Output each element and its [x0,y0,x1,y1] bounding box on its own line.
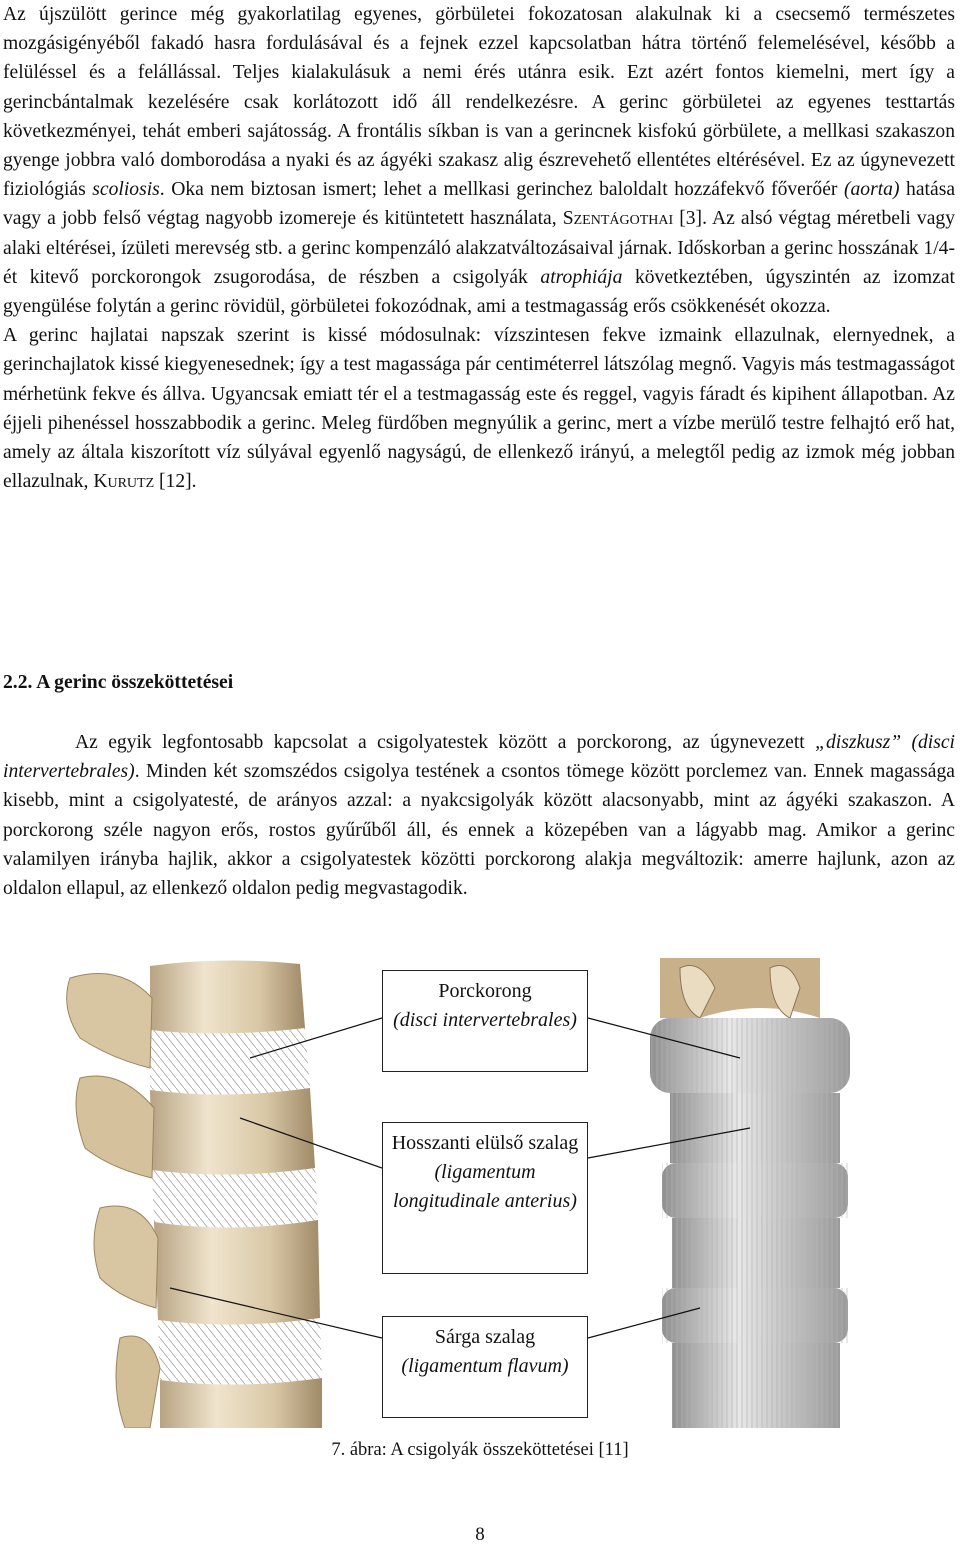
lateral-spine-view [67,960,322,1428]
body-text-upper [3,0,955,496]
paragraph-1: Az újszülött gerince még gyakorlatilag egyenes, görbületei fokozatosan alakulnak ki a csecsemő természetes mozgásigényéből fakadó hasra fordulásával és a fejnek ezzel kapcsolatban hátra történő felemelésével, később a felüléssel és a felállással. Teljes kialakulásuk a nemi érés utánra esik. Ezt azért fontos kiemelni, mert így a gerincbántalmak kezelésére csak korlátozott idő áll rendelkezésre. A gerinc görbületei az egyenes testtartás következményei, tehát emberi sajátosság. A frontális síkban is van a gerincnek kisfokú görbülete, a mellkasi szakaszon gyenge jobbra való domborodása a nyaki és az ágyéki szakasz alig észrevehető ellentétes eltérésével. Ez az úgynevezett fiziológiás scoliosis. Oka nem biztosan ismert; lehet a mellkasi gerinchez baloldalt hozzáfekvő főverőér (aorta) hatása vagy a jobb felső végtag nagyobb izomereje és kitüntetett használata, Szentágothai [3]. Az alsó végtag méretbeli vagy alaki eltérései, ízületi merevség stb. a gerinc kompenzáló alakzatváltozásaival járnak. Időskorban a gerinc hosszának 1/4-ét kitevő porckorongok zsugorodása, de részben a csigolyák atrophiája következtében, úgyszintén az izomzat gyengülése folytán a gerinc rövidül, görbületei fokozódnak, ami a testmagasság erős csökkenését okozza. [3,4,956,318]
section-heading: 2.2. A gerinc összeköttetései [3,672,234,693]
callout-porckorong: Porckorong (disci intervertebrales) [382,970,588,1072]
figure-caption: 7. ábra: A csigolyák összeköttetései [11] [331,1440,629,1460]
body-text-lower [3,728,955,903]
callout-flavum: Sárga szalag (ligamentum flavum) [382,1316,588,1418]
callout-anterior-ligament: Hosszanti elülső szalag (ligamentum longitudinale anterius) [382,1122,588,1274]
page-number: 8 [475,1524,485,1545]
figure-spine-ligaments [0,958,960,1428]
anterior-spine-view [650,958,850,1428]
paragraph-3: Az egyik legfontosabb kapcsolat a csigolyatestek között a porckorong, az úgynevezett „diszkusz” (disci intervertebrales). Minden két szomszédos csigolya testének a csontos tömege között porclemez van. Ennek magassága kisebb, mint a csigolyatesté, de arányos azzal: a nyakcsigolyák között alacsonyabb, mint az ágyéki szakaszon. A porckorong széle nagyon erős, rostos gyűrűből áll, és ennek a közepében van a lágyabb mag. Amikor a gerinc valamilyen irányba hajlik, akkor a csigolyatestek közötti porckorong alakja megváltozik: amerre hajlunk, azon az oldalon ellapul, az ellenkező oldalon pedig megvastagodik. [3,732,955,900]
paragraph-2: A gerinc hajlatai napszak szerint is kissé módosulnak: vízszintesen fekve izmaink ellazulnak, elernyednek, a gerinchajlatok kissé kiegyenesednek; így a test magassága pár centiméterrel látszólag megnő. Vagyis más testmagasságot mérhetünk fekve és állva. Ugyancsak emiatt tér el a testmagasság este és reggel, vagyis fáradt és kipihent állapotban. Az éjjeli pihenéssel hosszabbodik a gerinc. Meleg fürdőben megnyúlik a gerinc, mert a vízbe merülő testre felhajtó erő hat, amely az általa kiszorított víz súlyával egyenlő nagyságú, de ellenkező irányú, a melegtől pedig az izmok még jobban ellazulnak, Kurutz [12]. [3,325,955,493]
